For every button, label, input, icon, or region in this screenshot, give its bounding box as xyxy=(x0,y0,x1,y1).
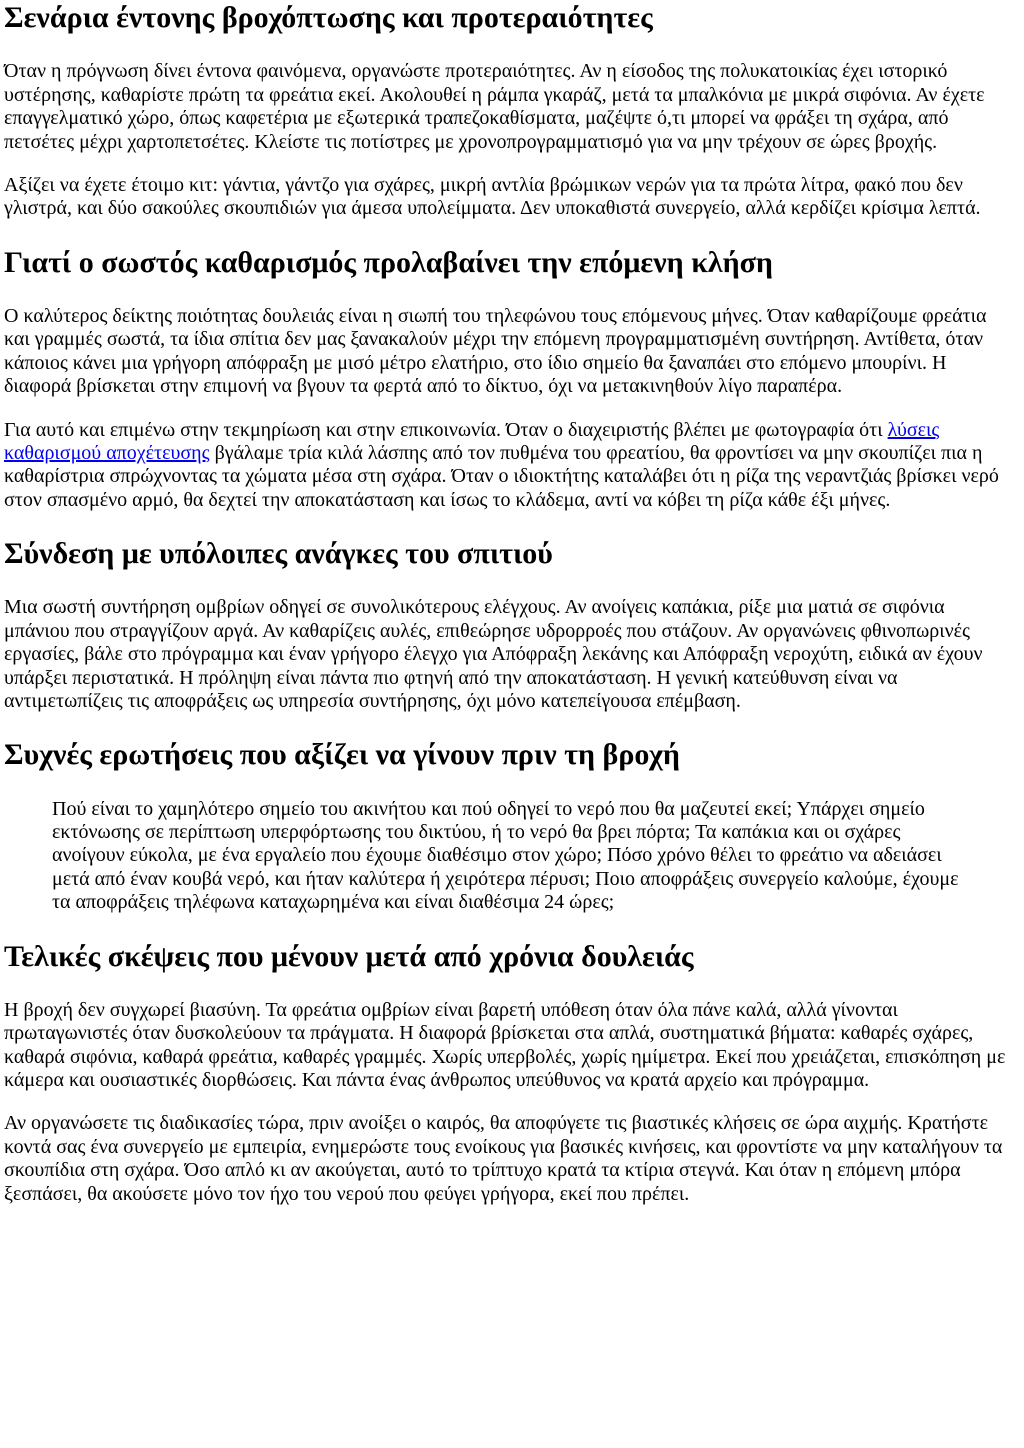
paragraph-documentation xyxy=(4,419,1012,513)
paragraph-rain-no-mercy: Η βροχή δεν συγχωρεί βιασύνη. Τα φρεάτια ομβρίων είναι βαρετή υπόθεση όταν όλα πάνε καλά, αλλά γίνονται πρωταγωνιστές όταν δυσκολεύουν τα πράγματα. Η διαφορά βρίσκεται στα απλά, συστηματικά βήματα: καθαρές σχάρες, καθαρά σιφόνια, καθαρά φρεάτια, καθαρές γραμμές. Χωρίς υπερβολές, χωρίς ημίμετρα. Εκεί που χρειάζεται, επισκόπηση με κάμερα και ουσιαστικές διορθώσεις. Και πάντα ένας άνθρωπος υπεύθυνος να κρατά αρχείο και πρόγραμμα. xyxy=(4,998,1006,1092)
heading-rain-scenarios: Σενάρια έντονης βροχόπτωσης και προτεραιότητες xyxy=(4,1,653,34)
document-page xyxy=(4,1,1012,1206)
paragraph-organize-now: Αν οργανώσετε τις διαδικασίες τώρα, πριν ανοίξει ο καιρός, θα αποφύγετε τις βιαστικές κλήσεις σε ώρα αιχμής. Κρατήστε κοντά σας ένα συνεργείο με εμπειρία, ενημερώστε τους ενοίκους για βασικές κινήσεις, και φροντίστε να μην καταλήγουν τα σκουπίδια στη σχάρα. Όσο απλό κι αν ακούγεται, αυτό το τρίπτυχο κρατά τα κτίρια στεγνά. Και όταν η επόμενη μπόρα ξεσπάσει, θα ακούσετε μόνο τον ήχο του νερού που φεύγει γρήγορα, εκεί που πρέπει. xyxy=(4,1112,1003,1205)
paragraph-maintenance: Μια σωστή συντήρηση ομβρίων οδηγεί σε συνολικότερους ελέγχους. Αν ανοίγεις καπάκια, ρίξε μια ματιά σε σιφόνια μπάνιου που στραγγίζουν αργά. Αν καθαρίζεις αυλές, επιθεώρησε υδρορροές που στάζουν. Αν οργανώνεις φθινοπωρινές εργασίες, βάλε στο πρόγραμμα και έναν γρήγορο έλεγχο για Απόφραξη λεκάνης και Απόφραξη νεροχύτη, ειδικά αν έχουν υπάρξει περιστατικά. Η πρόληψη είναι πάντα πιο φτηνή από την αποκατάσταση. Η γενική κατεύθυνση είναι να αντιμετωπίζεις τις αποφράξεις ως υπηρεσία συντήρησης, όχι μόνο κατεπείγουσα επέμβαση. xyxy=(4,596,983,712)
paragraph-emergency-kit: Αξίζει να έχετε έτοιμο κιτ: γάντια, γάντζο για σχάρες, μικρή αντλία βρώμικων νερών για τα πρώτα λίτρα, φακό που δεν γλιστρά, και δύο σακούλες σκουπιδιών για άμεσα υπολείμματα. Δεν υποκαθιστά συνεργείο, αλλά κερδίζει κρίσιμα λεπτά. xyxy=(4,173,981,220)
heading-final-thoughts: Τελικές σκέψεις που μένουν μετά από χρόνια δουλειάς xyxy=(4,939,694,973)
paragraph-documentation-lead: Για αυτό και επιμένω στην τεκμηρίωση και στην επικοινωνία. Όταν ο διαχειριστής βλέπει με φωτογραφία ότι xyxy=(4,418,888,441)
heading-proper-cleaning: Γιατί ο σωστός καθαρισμός προλαβαίνει την επόμενη κλήση xyxy=(4,245,773,279)
heading-house-needs: Σύνδεση με υπόλοιπες ανάγκες του σπιτιού xyxy=(4,537,553,571)
faq-questions-quote: Πού είναι το χαμηλότερο σημείο του ακινήτου και πού οδηγεί το νερό που θα μαζευτεί εκεί; Υπάρχει σημείο εκτόνωσης σε περίπτωση υπερφόρτωσης του δικτύου, ή το νερό θα βρει πόρτα; Τα καπάκια και οι σχάρες ανοίγουν εύκολα, με ένα εργαλείο που έχουμε διαθέσιμο στον χώρο; Πόσο χρόνο θέλει το φρεάτιο να αδειάσει μετά από έναν κουβά νερό, και ήταν καλύτερα ή χειρότερα πέρυσι; Ποιο αποφράξεις συνεργείο καλούμε, έχουμε τα αποφράξεις τηλέφωνα καταχωρημένα και είναι διαθέσιμα 24 ώρες; xyxy=(52,797,959,914)
link-drain-cleaning-solutions[interactable]: λύσεις καθαρισμού αποχέτευσης xyxy=(4,418,940,464)
paragraph-priorities: Όταν η πρόγνωση δίνει έντονα φαινόμενα, οργανώστε προτεραιότητες. Αν η είσοδος της πολυκατοικίας έχει ιστορικό υστέρησης, καθαρίστε πρώτη τα φρεάτια εκεί. Ακολουθεί η ράμπα γκαράζ, μετά τα μπαλκόνια με μικρά σιφόνια. Αν έχετε επαγγελματικό χώρο, όπως καφετέρια με εξωτερικά τραπεζοκαθίσματα, μαζέψτε ό,τι μπορεί να φράξει τη σχάρα, από πετσέτες μέχρι χαρτοπετσέτες. Κλείστε τις ποτίστρες με χρονοπρογραμματισμό για να μην τρέχουν σε ώρες βροχής. xyxy=(4,60,985,153)
heading-faq: Συχνές ερωτήσεις που αξίζει να γίνουν πριν τη βροχή xyxy=(4,738,680,772)
paragraph-documentation-rest: βγάλαμε τρία κιλά λάσπης από τον πυθμένα του φρεατίου, θα φροντίσει να μην σκουπίζει πια η καθαρίστρια σπρώχνοντας τα χώματα μέσα στη σχάρα. Όταν ο ιδιοκτήτης καταλάβει ότι η ρίζα της νεραντζιάς βρίσκει νερό στον σπασμένο αρμό, θα δεχτεί την αποκατάσταση και ίσως το κλάδεμα, αντί να κόβει τη ρίζα κάθε έξι μήνες. xyxy=(4,441,999,511)
article-body xyxy=(4,1,1012,1206)
paragraph-quality-indicator: Ο καλύτερος δείκτης ποιότητας δουλειάς είναι η σιωπή του τηλεφώνου τους επόμενους μήνες. Όταν καθαρίζουμε φρεάτια και γραμμές σωστά, τα ίδια σπίτια δεν μας ξανακαλούν μέχρι την επόμενη προγραμματισμένη συντήρηση. Αντίθετα, όταν κάποιος κάνει μια γρήγορη απόφραξη με μισό μέτρο ελατήριο, στο ίδιο σημείο θα ξαναπάει στο επόμενο μπουρίνι. Η διαφορά βρίσκεται στην επιμονή να βγουν τα φερτά από το δίκτυο, όχι να μετακινηθούν λίγο παραπέρα. xyxy=(4,305,987,398)
